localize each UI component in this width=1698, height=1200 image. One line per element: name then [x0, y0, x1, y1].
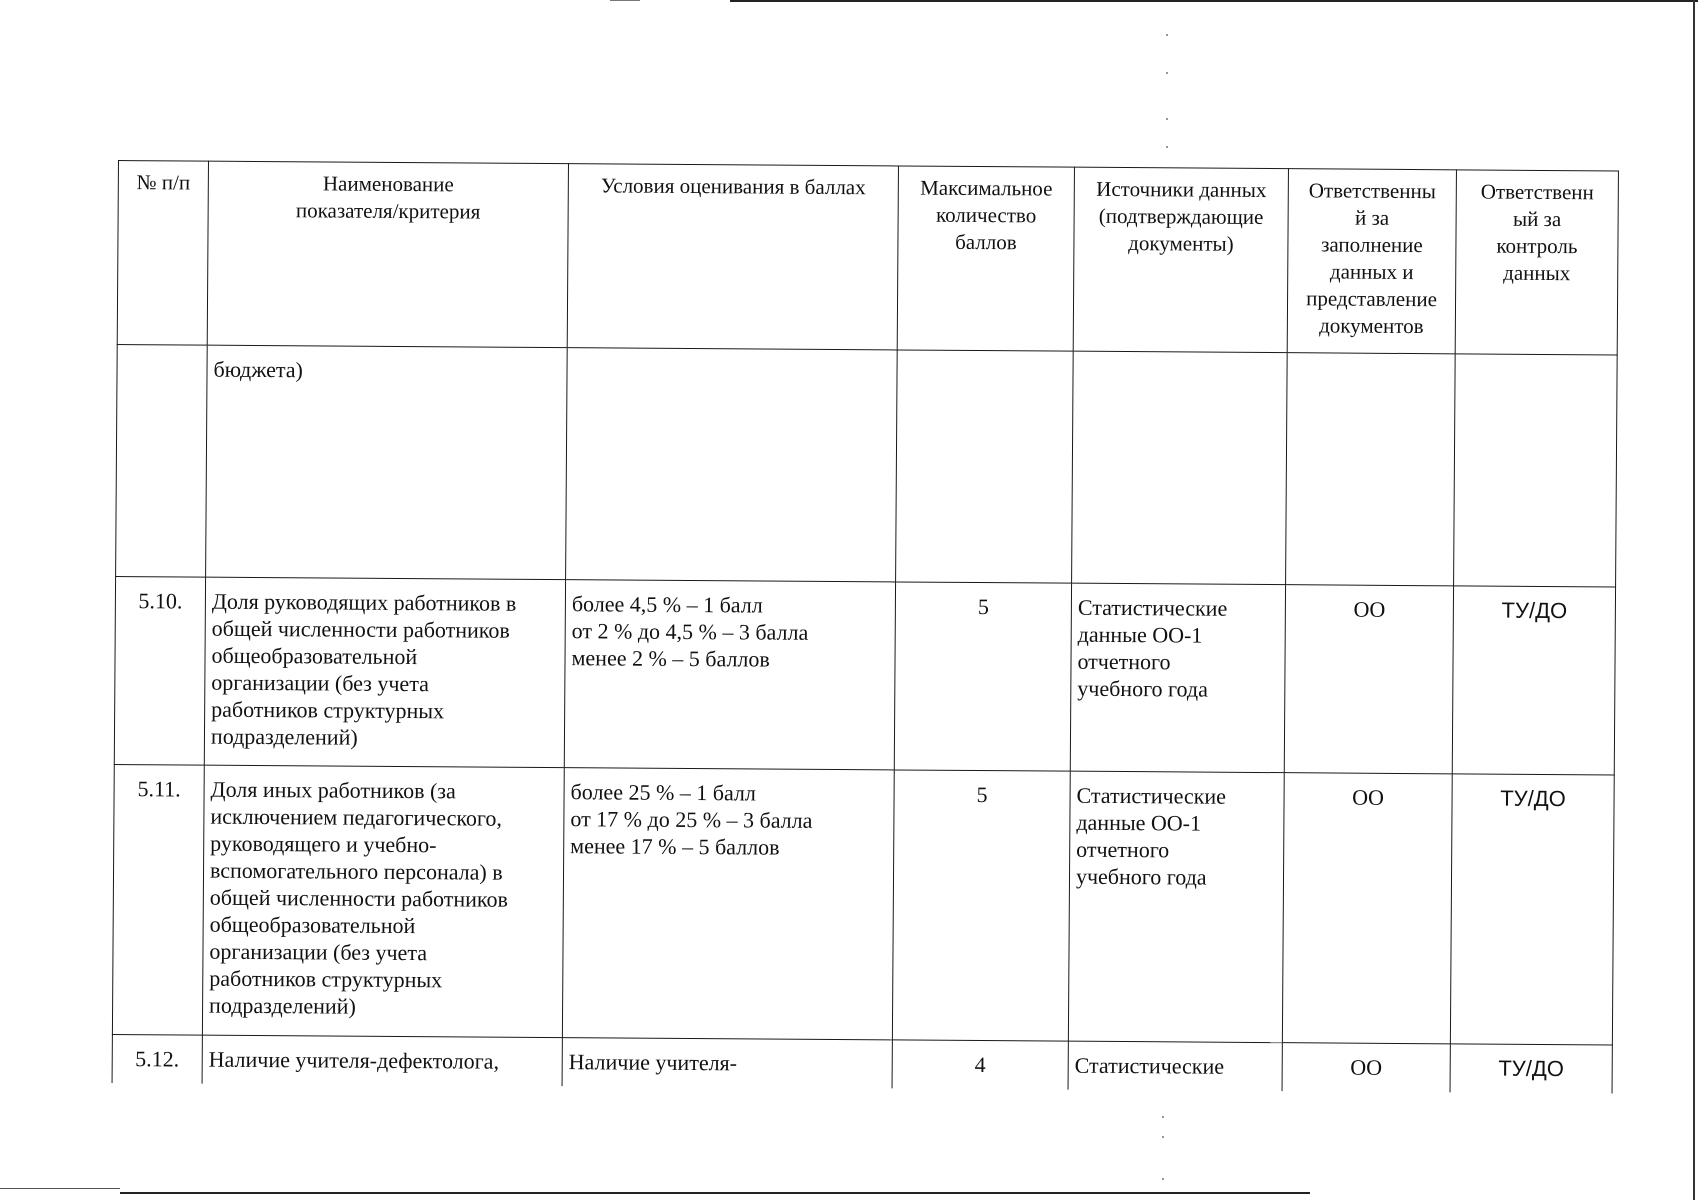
- scan-speck: [1166, 118, 1168, 120]
- cell-conditions: более 4,5 % – 1 балл от 2 % до 4,5 % – 3 балла менее 2 % – 5 баллов: [564, 580, 895, 770]
- cell-responsible-control: [1454, 354, 1618, 587]
- criteria-table: [112, 160, 1619, 1093]
- cell-max-points: 5: [894, 582, 1071, 771]
- header-number: № п/п: [117, 161, 208, 346]
- cell-data-sources: [1072, 351, 1288, 584]
- cell-max-points: 4: [892, 1040, 1068, 1089]
- cell-responsible-fill: ОО: [1282, 1043, 1450, 1092]
- scan-border-line: [0, 1188, 120, 1189]
- cell-data-sources: Статистические данные ОО-1 отчетного учебного года: [1070, 583, 1285, 772]
- scan-speck: [1162, 1178, 1164, 1180]
- header-max-points: Максимальное количество баллов: [897, 166, 1074, 351]
- header-responsible-control: Ответственн ый за контроль данных: [1455, 170, 1618, 355]
- scan-border-line: [730, 0, 1698, 2]
- cell-responsible-fill: ОО: [1282, 773, 1452, 1044]
- cell-data-sources: Статистические: [1068, 1041, 1282, 1090]
- table-row: [112, 764, 1614, 1044]
- cell-responsible-control: ТУ/ДО: [1450, 774, 1614, 1045]
- cell-indicator-name: Наличие учителя-дефектолога,: [202, 1035, 562, 1086]
- table-row: [112, 1034, 1612, 1092]
- cell-responsible-control: ТУ/ДО: [1450, 1044, 1612, 1093]
- cell-number: [116, 344, 208, 577]
- cell-indicator-name: Доля руководящих работников в общей численности работников общеобразовательной организации (без учета работников структурных подразделений): [204, 577, 565, 768]
- cell-indicator-name: Доля иных работников (за исключением педагогического, руководящего и учебно- вспомогательного персонала) в общей численности работников общеобразовательной организации (без учета работников структурных подразделений): [202, 765, 564, 1038]
- scan-speck: [1162, 1136, 1164, 1138]
- cell-max-points: [896, 350, 1074, 583]
- cell-number: 5.11.: [112, 764, 204, 1035]
- scan-speck: [1166, 72, 1168, 74]
- cell-number: 5.10.: [114, 576, 205, 765]
- table-header-row: [117, 161, 1618, 355]
- cell-responsible-fill: ОО: [1284, 585, 1453, 774]
- scan-border-line: [610, 0, 640, 1]
- scan-border-line: [1693, 0, 1695, 1200]
- scan-speck: [1162, 1116, 1164, 1118]
- scan-border-line: [120, 1192, 1310, 1194]
- cell-max-points: 5: [892, 770, 1070, 1041]
- scan-speck: [1166, 34, 1168, 36]
- table-row-continuation: [116, 344, 1618, 586]
- header-data-sources: Источники данных (подтверждающие документы): [1073, 167, 1288, 352]
- cell-conditions: [566, 348, 898, 582]
- cell-conditions: Наличие учителя-: [562, 1038, 892, 1088]
- cell-responsible-control: ТУ/ДО: [1452, 586, 1615, 775]
- header-indicator-name: Наименование показателя/критерия: [207, 161, 568, 348]
- cell-conditions: более 25 % – 1 балл от 17 % до 25 % – 3 балла менее 17 % – 5 баллов: [562, 768, 894, 1040]
- header-conditions: Условия оценивания в баллах: [567, 164, 898, 350]
- cell-data-sources: Статистические данные ОО-1 отчетного учебного года: [1068, 771, 1284, 1042]
- cell-responsible-fill: [1286, 353, 1456, 586]
- table-row: [114, 576, 1615, 774]
- cell-indicator-name: бюджета): [206, 345, 568, 580]
- scan-speck: [1166, 146, 1168, 148]
- header-responsible-fill: Ответственны й за заполнение данных и представление документов: [1287, 169, 1456, 354]
- cell-number: 5.12.: [112, 1034, 202, 1083]
